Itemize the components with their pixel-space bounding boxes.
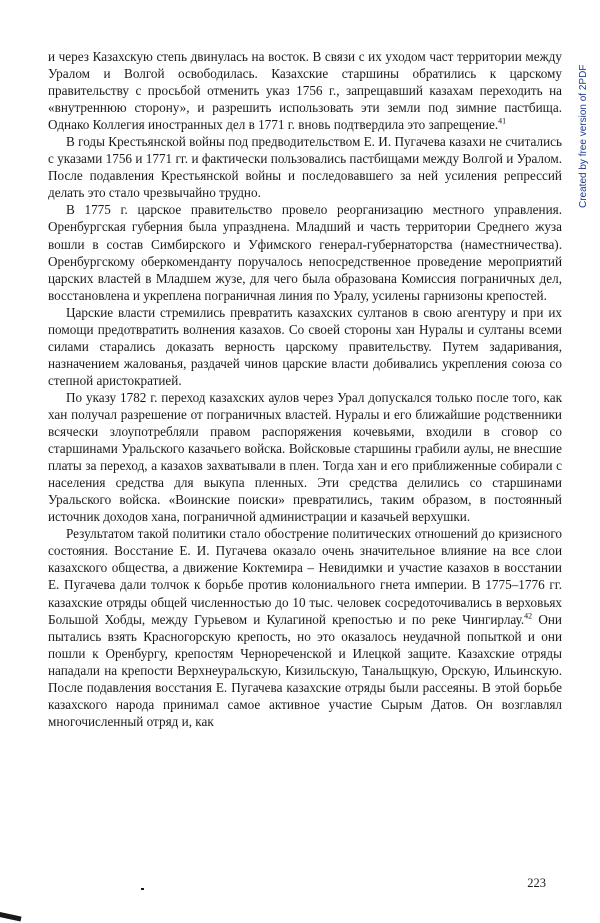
paragraph	[48, 525, 562, 730]
paragraph: Царские власти стремились превратить казахских султанов в свою агентуру и при их помощи предотвратить волнения казахов. Со своей стороны хан Нуралы и султаны всеми силами старались доказать верность царскому правительству. Путем задаривания, назначением жалованья, раздачей чинов царские власти добивались укрепления союза со степной аристократией.	[48, 304, 562, 388]
paragraph: В 1775 г. царское правительство провело реорганизацию местного управления. Оренбургская губерния была упразднена. Младший и часть территории Среднего жуза вошли в состав Симбирского и Уфимского генерал-губернаторства (наместничества). Оренбургскому оберкоменданту поручалось непосредственное проведение мероприятий царских властей в Младшем жузе, для чего была образована Комиссия пограничных дел, восстановлена и укреплена пограничная линия по Уралу, усилены гарнизоны крепостей.	[48, 202, 562, 303]
paragraph: и через Казахскую степь двинулась на восток. В связи с их уходом част территории между Уралом и Волгой освободилась. Казахские старшины обратились к царскому правительству с просьбой отменить указ 1756 г., запрещавший казахам переходить на «внутреннюю сторону», и разрешить использовать эти земли под зимние пастбища. Однако Коллегия иностранных дел в 1771 г. вновь подтвердила это запрещение.$^{41}$	[48, 49, 562, 133]
page-body	[48, 48, 562, 730]
paragraph-text-rest: Они пытались взять Красногорскую крепость, но это оказалось неудачной попыткой и они пошли к Оренбургу, крепостям Чернореченской и Илецкой защите. Казахские отряды нападали на крепости Верхнеуральскую, Кизильскую, Танальщкую, Орскую, Ильинскую. После подавления восстания Е. Пугачева казахские отряды были рассеяны. В этой борьбе казахского народа принимал самое активное участие Сырым Датов. Он возглавлял многочисленный отряд и, как	[48, 611, 562, 729]
paragraph: По указу 1782 г. переход казахских аулов через Урал допускался только после того, как хан получал разрешение от пограничных властей. Нуралы и его ближайшие родственники всячески злоупотребляли правом распоряжения кочевьями, входили в сговор со старшинами Уральского казачьего войска. Войсковые старшины грабили аулы, не внесшие платы за переход, а казахов захватывали в плен. Тогда хан и его приближенные собирали с населения средства для выкупа пленных. Эти средства делились со старшинами Уральского войска. «Воинские поиски» превратились, таким образом, в постоянный источник доходов хана, пограничной администрации и казачьей верхушки.	[48, 389, 562, 525]
scan-speck	[141, 888, 144, 890]
footnote-ref: 41	[498, 116, 507, 126]
paragraph-text: Результатом такой политики стало обострение политических отношений до кризисного состояния. Восстание Е. И. Пугачева оказало очень значительное влияние на все слои казахского общества, а движение Коктемира – Невидимки и участие казахов в восстании Е. Пугачева дали толчок к борьбе против колониального гнета империи. В 1775–1776 гг. казахские отряды общей численностью до 10 тыс. человек сосредоточивались в верховьях Большой Хобды, между Гурьевом и Кулагиной крепостью и по реке Чингирлау.	[48, 526, 562, 627]
scan-mark	[0, 912, 22, 921]
footnote-ref: 42	[524, 611, 533, 621]
page-number: 223	[527, 876, 546, 890]
watermark: Created by free version of 2PDF	[578, 64, 589, 208]
paragraph: В годы Крестьянской войны под предводительством Е. И. Пугачева казахи не считались с указами 1756 и 1771 гг. и фактически пользовались пастбищами между Волгой и Уралом. После подавления Крестьянской войны и последовавшего за ней усиления репрессий делать это стало чрезвычайно трудно.	[48, 134, 562, 201]
